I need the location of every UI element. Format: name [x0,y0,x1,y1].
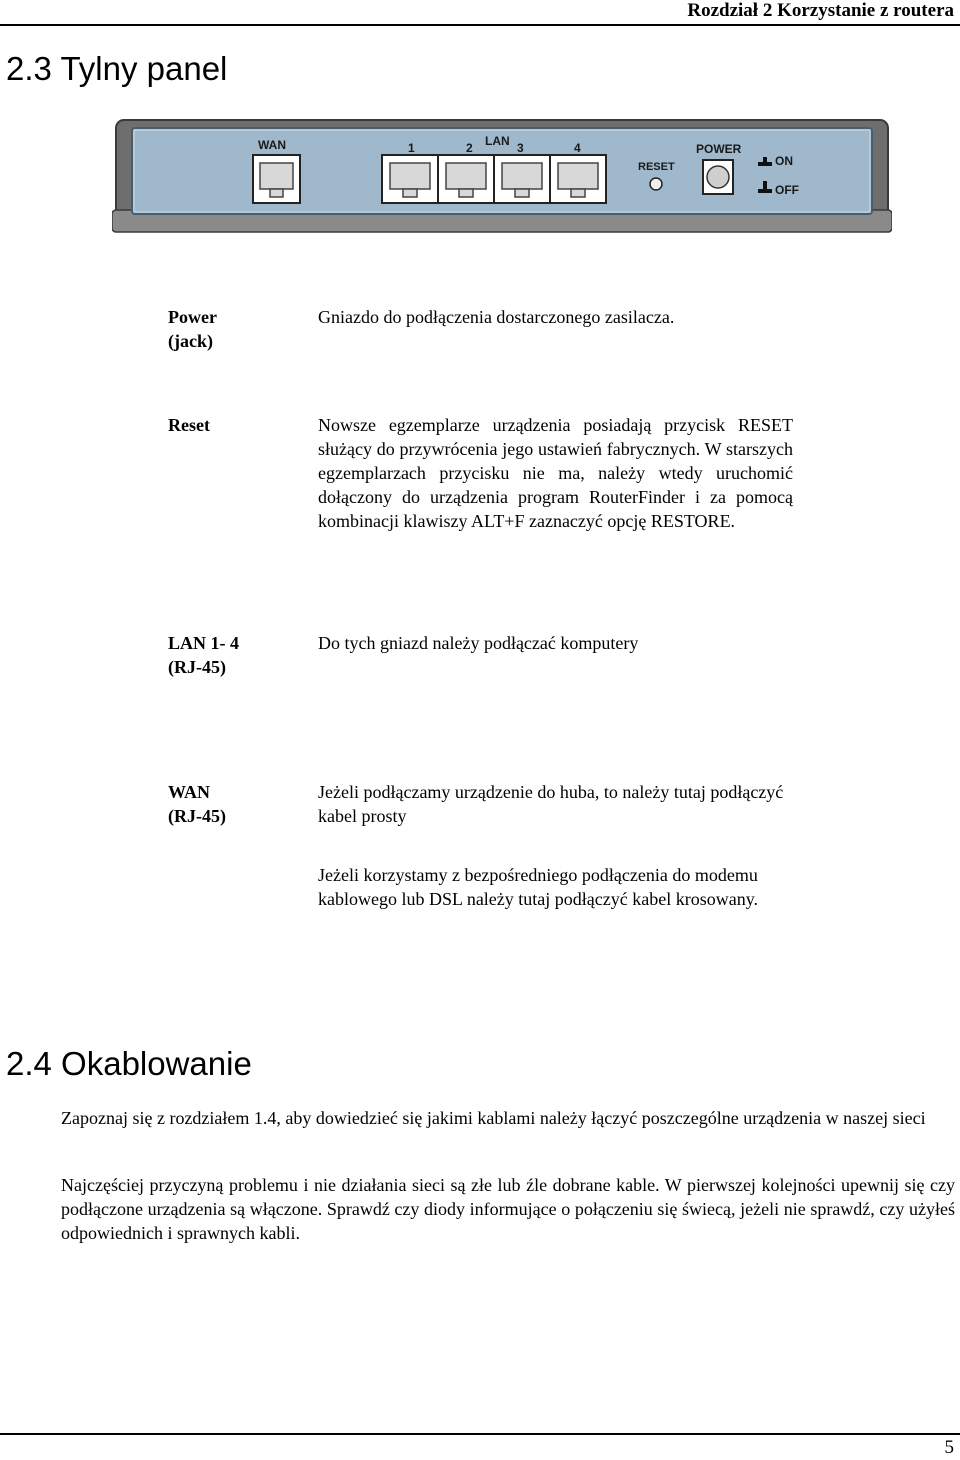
wan-label: WAN [258,138,286,152]
reset-button [650,178,662,190]
lan-ports [382,155,606,203]
header-rule [0,24,960,26]
port-desc-paragraph: Jeżeli podłączamy urządzenie do huba, to należy tutaj podłączyć kabel prosty [318,782,784,826]
lan-port-number-4: 4 [574,141,581,155]
on-label: ON [775,154,793,168]
port-label-reset [168,413,288,437]
port-desc-paragraph: Do tych gniazd należy podłączać komputery [318,633,639,653]
page-number: 5 [944,1437,954,1458]
wan-port [253,155,300,203]
port-desc-paragraph: Jeżeli korzystamy z bezpośredniego podłączenia do modemu kablowego lub DSL należy tutaj podłączyć kabel krosowany. [318,865,759,909]
port-desc-lan [318,631,793,655]
port-desc-power [318,305,793,329]
power-switch [703,160,733,194]
port-label-line: Reset [168,415,210,435]
footer-rule [0,1433,960,1435]
section-title-rear-panel: 2.3 Tylny panel [6,50,228,87]
port-desc-paragraph: Nowsze egzemplarze urządzenia posiadają przycisk RESET służący do przywrócenia jego ustawień fabrycznych. W starszych egzemplarzach przycisku nie ma, należy wtedy uruchomić dołączony do urządzenia program RouterFinder i za pomocą kombinacji klawiszy ALT+F zaznaczyć opcję RESTORE. [318,415,793,531]
lan-port-number-3: 3 [517,141,524,155]
port-desc-wan [318,780,788,911]
port-desc-reset [318,413,793,533]
port-label-wan [168,780,288,828]
port-label-power [168,305,288,353]
port-label-line: (RJ-45) [168,806,226,826]
lan-port-number-1: 1 [408,141,415,155]
port-desc-paragraph: Gniazdo do podłączenia dostarczonego zasilacza. [318,307,675,327]
lan-label: LAN [485,134,510,148]
cabling-paragraph-2: Najczęściej przyczyną problemu i nie działania sieci są złe lub źle dobrane kable. W pierwszej kolejności upewnij się czy podłączone urządzenia są włączone. Sprawdź czy diody informujące o połączeniu się świecą, jeżeli nie sprawdź, czy użyłeś odpowiednich i sprawnych kabli. [61,1175,955,1243]
power-label: POWER [696,142,742,156]
chapter-title: Rozdział 2 Korzystanie z routera [687,0,954,21]
cabling-paragraph-1: Zapoznaj się z rozdziałem 1.4, aby dowiedzieć się jakimi kablami należy łączyć poszczególne urządzenia w naszej sieci [61,1108,926,1128]
port-label-line: LAN 1- 4 [168,633,239,653]
lan-port-number-2: 2 [466,141,473,155]
port-label-lan [168,631,288,679]
port-label-line: (jack) [168,331,213,351]
port-label-line: WAN [168,782,211,802]
router-rear-panel-illustration [112,118,892,238]
off-label: OFF [775,183,799,197]
port-label-line: Power [168,307,217,327]
section-title-cabling: 2.4 Okablowanie [6,1045,252,1082]
reset-label: RESET [638,161,675,173]
port-label-line: (RJ-45) [168,657,226,677]
